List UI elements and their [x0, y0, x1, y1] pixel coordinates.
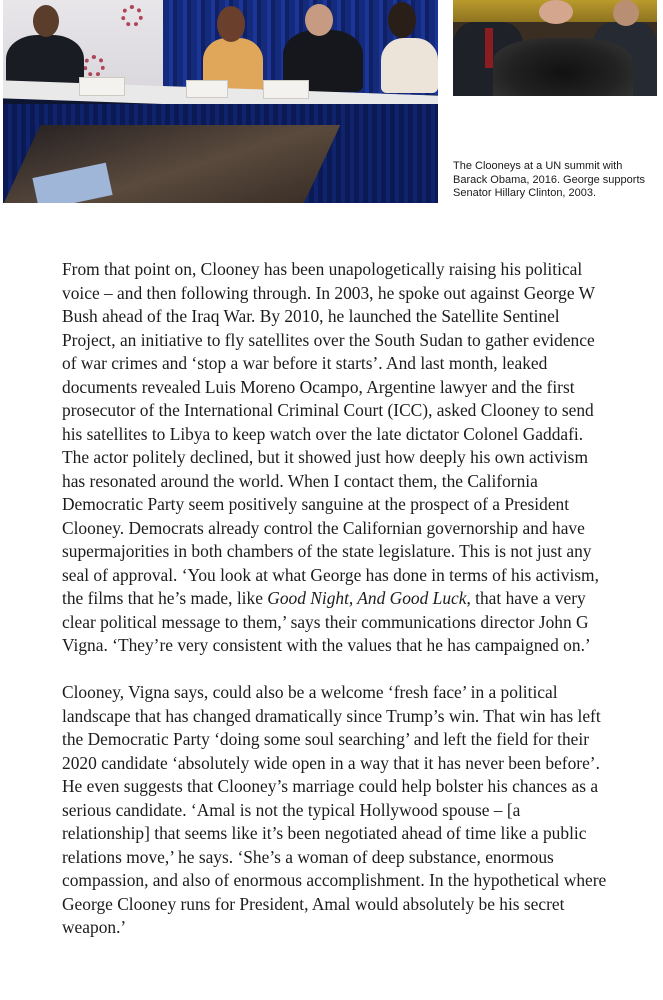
article-paragraph [62, 258, 607, 658]
photo-head [33, 5, 59, 37]
article-paragraph: Clooney, Vigna says, could also be a welcome ‘fresh face’ in a political landscape that has changed dramatically since Trump’s win. That win has left the Democratic Party ‘doing some soul searching’ and left the field for their 2020 candidate ‘absolutely wide open in a way that it has never been before’. He even suggests that Clooney’s marriage could help bolster his chances as a serious candidate. ‘Amal is not the typical Hollywood spouse – [a relationship] that seems like it’s been negotiated ahead of time like a public relations move,’ he says. ‘She’s a woman of deep substance, enormous compassion, and also of enormous accomplishment. In the hypothetical where George Clooney runs for President, Amal would absolutely be his secret weapon.’ [62, 682, 607, 937]
photo-caption: The Clooneys at a UN summit with Barack Obama, 2016. George supports Senator Hillary Clinton, 2003. [453, 160, 645, 200]
nameplate-day [186, 80, 228, 98]
summit-logo-icon [121, 5, 143, 27]
paragraph-text: , that have a very clear political message to them,’ says their communications director John G Vigna. ‘They’re very consistent with the values that he has campaigned on.’ [62, 588, 591, 655]
photo-tie [485, 28, 493, 68]
photo-head [388, 2, 416, 38]
photo-person-amal [381, 38, 438, 93]
photo-head [305, 4, 333, 36]
nameplate-clooney [263, 80, 309, 99]
article-body [62, 258, 607, 963]
microphones [493, 38, 633, 96]
summit-logo-icon [83, 55, 105, 77]
clinton-press-photo [453, 0, 657, 96]
nameplate-obama [79, 77, 125, 96]
photo-head [613, 0, 639, 26]
film-title: Good Night, And Good Luck [267, 588, 467, 608]
paragraph-text: From that point on, Clooney has been unapologetically raising his political voice – and then following through. In 2003, he spoke out against George W Bush ahead of the Iraq War. By 2010, he launched the Satellite Sentinel Project, an initiative to fly satellites over the South Sudan to gather evidence of war crimes and ‘stop a war before it starts’. And last month, leaked documents revealed Luis Moreno Ocampo, Argentine lawyer and the first prosecutor of the International Criminal Court (ICC), asked Clooney to send his satellites to Libya to keep watch over the late dictator Colonel Gaddafi. The actor politely declined, but it showed just how deeply his own activism has resonated around the world. When I contact them, the California Democratic Party seem positively sanguine at the prospect of a President Clooney. Democrats already control the Californian governorship and have supermajorities in both chambers of the state legislature. This is not just any seal of approval. ‘You look at what George has done in terms of his activism, the films that he’s made, like [62, 259, 599, 608]
photo-head [217, 6, 245, 42]
un-summit-photo [3, 0, 438, 203]
photo-head [539, 0, 573, 24]
